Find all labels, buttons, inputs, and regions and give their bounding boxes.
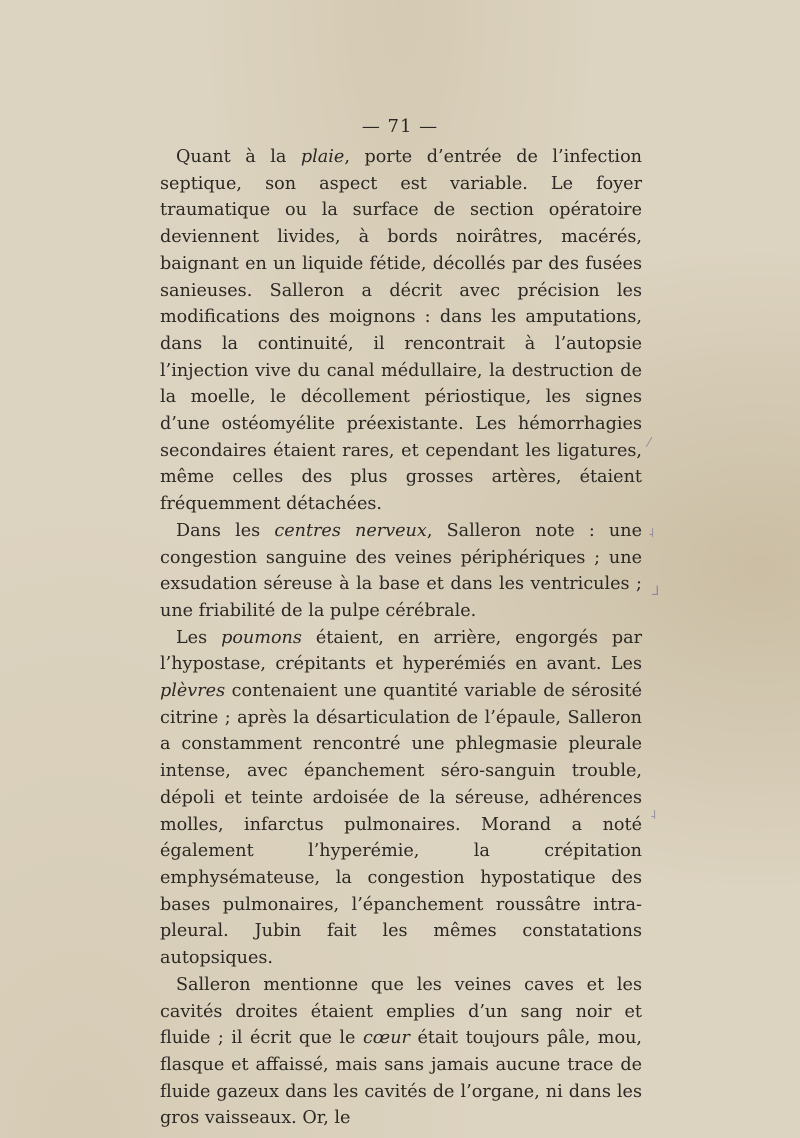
paragraph-poumons: [160, 625, 642, 972]
italic-term: cœur: [362, 1028, 410, 1049]
text-run: , porte d’entrée de l’infection septique, son aspect est variable. Le foyer traumatique ou la surface de section opératoire deviennent livides, à bords noirâtres, macérés, baignant en un liquide fétide, décollés par des fusées sanieuses. Salleron a décrit avec précision les modifications des moignons : dans les amputations, dans la continuité, il rencontrait à l’autopsie l’injection vive du canal médullaire, la destruction de la moelle, le décollement périostique, les signes d’une ostéomyélite préexistante. Les hémorrhagies secondaires étaient rares, et cependant les ligatures, même celles des plus grosses artères, étaient fréquemment détachées.: [160, 147, 642, 515]
italic-term: centres nerveux: [274, 520, 427, 541]
pencil-mark-icon: ˨: [648, 526, 655, 541]
text-run: étaient, en arrière, engorgés par l’hypostase, crépitants et hyperémiés en avant. Les: [160, 627, 642, 675]
body-text: [160, 144, 642, 1132]
pencil-mark-icon: ⁄: [648, 436, 651, 451]
italic-term: plèvres: [160, 681, 226, 702]
italic-term: plaie: [300, 147, 345, 167]
text-run: Salleron mentionne que les veines caves et les cavités droites étaient emplies d’un sang noir et fluide ; il écrit que le: [160, 974, 642, 1049]
pencil-mark-icon: ˨: [650, 808, 657, 823]
text-run: Quant à la: [176, 147, 301, 167]
italic-term: poumons: [221, 627, 302, 648]
paragraph-centres-nerveux: [160, 518, 642, 625]
text-run: était toujours pâle, mou, flasque et affaissé, mais sans jamais aucune trace de fluide gazeux dans les cavités de l’organe, ni dans les gros vaisseaux. Or, le: [160, 1028, 642, 1129]
text-run: Les: [176, 627, 222, 648]
pencil-mark-icon: ⅃: [652, 584, 660, 599]
text-run: , Salleron note : une congestion sanguine des veines périphériques ; une exsudation séreuse à la base et dans les ventricules ; une friabilité de la pulpe cérébrale.: [160, 520, 643, 621]
paragraph-coeur: [160, 972, 642, 1132]
page-number: — 71 —: [361, 116, 439, 137]
paragraph-plaie: [160, 144, 642, 518]
text-run: contenaient une quantité variable de sérosité citrine ; après la désarticulation de l’épaule, Salleron a constamment rencontré une phlegmasie pleurale intense, avec épanchement séro-sanguin trouble, dépoli et teinte ardoisée de la séreuse, adhérences molles, infarctus pulmonaires. Morand a noté également l’hyperémie, la crépitation emphysémateuse, la congestion hypostatique des bases pulmonaires, l’épanchement roussâtre intra-pleural. Jubin fait les mêmes constatations autopsiques.: [160, 681, 642, 969]
text-run: Dans les: [176, 520, 275, 541]
